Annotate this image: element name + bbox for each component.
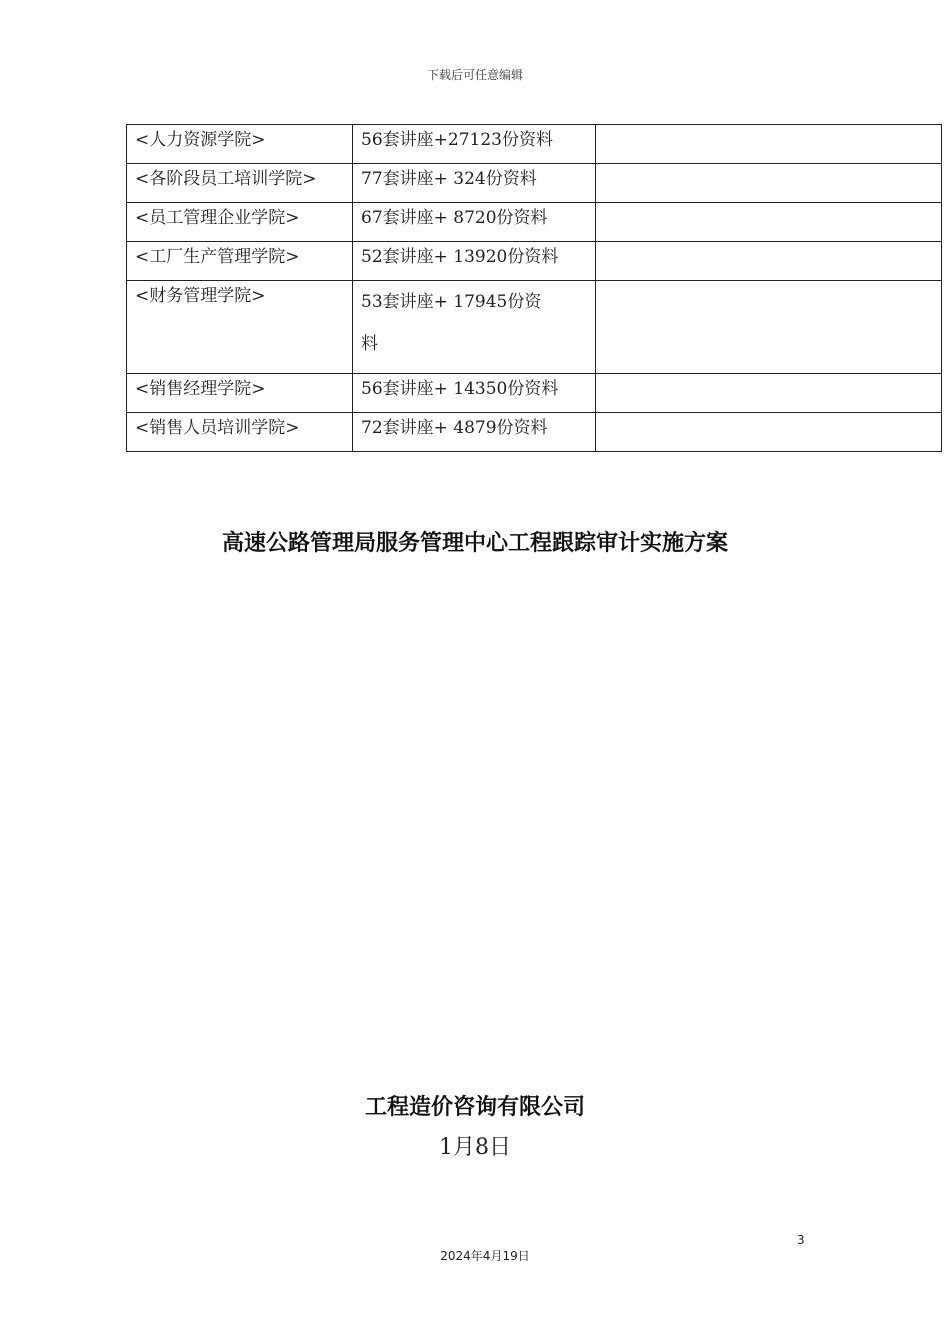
document-title: 高速公路管理局服务管理中心工程跟踪审计实施方案 (221, 531, 728, 556)
college-cell: <人力资源学院> (127, 125, 353, 164)
table-row (127, 203, 942, 242)
note-cell (596, 281, 942, 374)
resources-cell: 67套讲座+ 8720份资料 (353, 203, 596, 242)
company-name: 工程造价咨询有限公司 (364, 1095, 585, 1120)
note-cell (596, 413, 942, 452)
resources-cell: 52套讲座+ 13920份资料 (353, 242, 596, 281)
college-cell: <各阶段员工培训学院> (127, 164, 353, 203)
table-row (127, 281, 942, 374)
resources-cell: 77套讲座+ 324份资料 (353, 164, 596, 203)
note-cell (596, 203, 942, 242)
page-number: 3 (797, 1233, 805, 1247)
resources-cell: 72套讲座+ 4879份资料 (353, 413, 596, 452)
course-table (126, 124, 942, 452)
college-cell: <财务管理学院> (127, 281, 353, 374)
table-row (127, 413, 942, 452)
table-row (127, 374, 942, 413)
resources-cell: 53套讲座+ 17945份资料 (353, 281, 596, 374)
note-cell (596, 164, 942, 203)
document-date: 1月8日 (439, 1135, 511, 1160)
college-cell: <销售人员培训学院> (127, 413, 353, 452)
resources-cell: 56套讲座+27123份资料 (353, 125, 596, 164)
footer-date: 2024年4月19日 (440, 1249, 530, 1263)
college-cell: <员工管理企业学院> (127, 203, 353, 242)
table-row (127, 125, 942, 164)
note-cell (596, 374, 942, 413)
college-cell: <销售经理学院> (127, 374, 353, 413)
note-cell (596, 125, 942, 164)
college-cell: <工厂生产管理学院> (127, 242, 353, 281)
table-row (127, 164, 942, 203)
table-row (127, 242, 942, 281)
header-note: 下载后可任意编辑 (426, 68, 523, 82)
note-cell (596, 242, 942, 281)
resources-cell: 56套讲座+ 14350份资料 (353, 374, 596, 413)
